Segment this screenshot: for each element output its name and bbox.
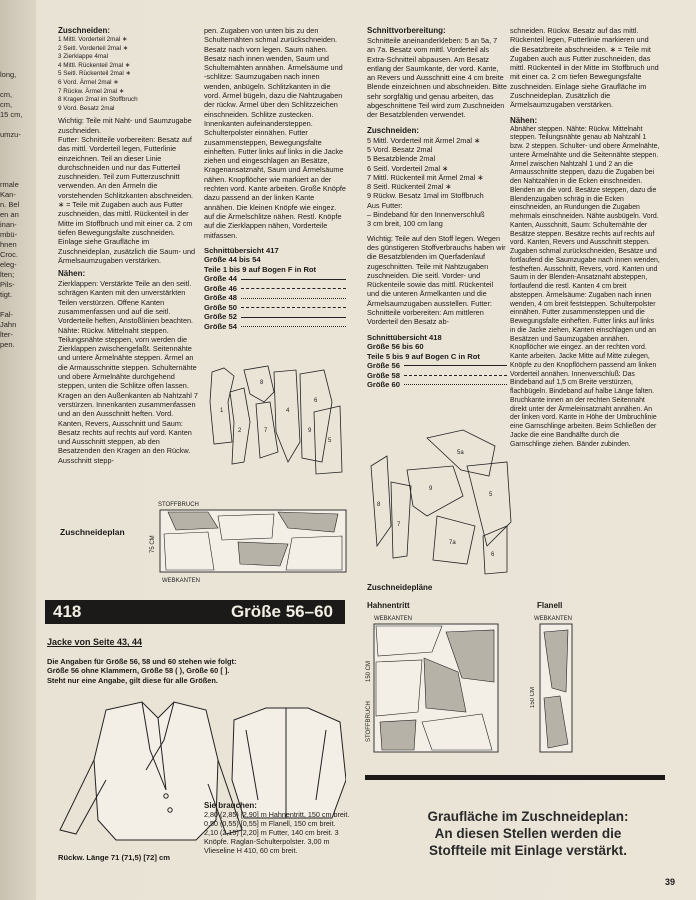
schnitt-417-sizes: Größe 44 bis 54	[204, 255, 261, 265]
height-label-b: 150 CM	[530, 686, 536, 708]
part-item: 6 Vord. Ärmel 2mal ∗	[58, 78, 119, 86]
size-line-style	[404, 384, 507, 385]
schnitt-418-parts: Teile 5 bis 9 auf Bogen C in Rot	[367, 351, 480, 361]
size-label: Größe 50	[204, 302, 237, 312]
svg-text:5: 5	[328, 438, 332, 444]
previous-page-edge	[0, 0, 36, 900]
strip-line: long,	[0, 70, 17, 79]
futter-text: Futter: Schnitteile vorbereiten: Besatz auf das mittl. Vorderteil legen, Futterlinie einzeichnen. Teil an dieser Linie durchschneiden und nur das Futterteil zuschneiden. Teil zum Futterzuschnitt verwenden. An den Ärmeln die vorstehenden Schlitzkanten abschneiden. ∗ = Teile mit Zugaben auch aus Futter zuschneiden, das mittl. Rückenteil in der Mitte im Stoffbruch und mit einer ca. 2 cm tiefen Bewegungsfalte zuschneiden.	[58, 134, 194, 237]
part-item: 5 Seitl. Rückenteil 2mal ∗	[58, 70, 131, 78]
size-note-3: Steht nur eine Angabe, gilt diese für alle Größen.	[47, 675, 218, 685]
svg-text:2: 2	[238, 428, 242, 434]
strip-line: tigt.	[0, 290, 13, 299]
height-label: 75 CM	[150, 535, 156, 553]
size-label: Größe 56	[367, 361, 400, 371]
strip-line	[0, 160, 36, 170]
jacket-section	[47, 637, 347, 685]
strip-line	[0, 60, 36, 70]
stoffbruch-label-a: STOFFBRUCH	[366, 701, 372, 742]
svg-text:7: 7	[397, 522, 401, 528]
materials-heading: Sie brauchen:	[204, 801, 257, 810]
pattern-overview-417	[204, 362, 346, 482]
zuschneiden-418-heading: Zuschneiden:	[367, 125, 420, 135]
naehen-text: Zierklappen: Verstärkte Teile an den seitl. schrägen Kanten mit den unverstärkten Teilen verstürzen. Offene Kanten zusammenfassen und auf die seitl. Vorderteile heften, Anstoßlinien beachten. Nähte: Rückw. Mittelnaht steppen. Teilungsnähte steppen, vorn werden die Zierklappen zwischengefaßt. Seitennähte und untere Ärmelnähte steppen. Ärmel an die Armausschnitte steppen. Schulternähte und obere Ärmelnähte durchgehend steppen, unten die Schlitze offen lassen. Kragen an den Außenkanten ab Nahtzahl 7 verstürzen. Innenkanten zusammenfassen und an den Ausschnitt heften. Vord. Kanten, Revers, Ausschnitt und Saum: Besatz rechts auf rechts auf vord. Kanten und Ausschnitt steppen, ab den Besatzenden den Kragen an den Rückw. Ausschnitt stepp-	[58, 279, 198, 465]
height-label-a: 150 CM	[366, 660, 372, 682]
size-line-style	[241, 288, 346, 289]
wichtig-418: Wichtig: Teile auf den Stoff legen. Wegen des günstigeren Stoffverbrauchs haben wir die Besatzblenden im Querfadenlauf zugeschnitten. Teile mit Nahtzugaben zuschneiden. Die seitl. Vorder- und Rückenteile sowie das mittl. Rückenteil und die unteren Ärmelkanten und die Ärmelsaumzugaben ausstellen. Futter: Schnitteile vorbereiten: Am mittleren Vorderteil den Besatz ab-	[367, 233, 506, 327]
strip-line: cm,	[0, 90, 13, 99]
hahnentritt-label: Hahnentritt	[367, 601, 410, 610]
parts-list-417	[58, 36, 198, 113]
column-1	[58, 26, 198, 465]
strip-line: Croc.	[0, 250, 18, 259]
webkanten-label: WEBKANTEN	[162, 578, 201, 584]
page-number: 39	[665, 877, 676, 887]
svg-text:8: 8	[377, 502, 381, 508]
part-item: 9 Rückw. Besatz 1mal im Stoffbruch	[367, 191, 484, 201]
cutting-layout-flanell	[530, 612, 580, 762]
strip-line: pen.	[0, 340, 15, 349]
strip-line	[0, 30, 36, 40]
strip-line: Kan-	[0, 190, 16, 199]
size-line	[367, 380, 507, 390]
strip-line: rmale	[0, 180, 19, 189]
part-item: Aus Futter:	[367, 200, 403, 210]
size-line-style	[241, 279, 346, 280]
part-item: 8 Seitl. Rückenteil 2mal ∗	[367, 182, 452, 192]
cutting-layout-hahnentritt	[362, 612, 502, 762]
part-item: 3 Zierklappe 4mal	[58, 53, 109, 61]
svg-text:6: 6	[491, 552, 495, 558]
strip-line	[0, 0, 36, 10]
svg-text:5a: 5a	[457, 450, 464, 456]
strip-line: Pils-	[0, 280, 15, 289]
pattern-overview-418	[367, 426, 513, 576]
size-line-style	[241, 317, 346, 318]
interfacing-line-3: Stoffteile mit Einlage verstärkt.	[428, 843, 628, 858]
column-3	[367, 26, 507, 390]
size-line	[204, 322, 346, 332]
size-label: Größe 54	[204, 321, 237, 331]
column-2	[204, 26, 346, 331]
strip-line: lten;	[0, 270, 15, 279]
size-label: Größe 60	[367, 380, 400, 390]
schnitt-417-title: Schnittübersicht 417	[204, 245, 279, 255]
part-item: 2 Seitl. Vorderteil 2mal ∗	[58, 44, 129, 52]
size-label: Größe 44	[204, 274, 237, 284]
size-line	[204, 303, 346, 313]
schnitt-418-title: Schnittübersicht 418	[367, 332, 442, 342]
vorbereitung-heading: Schnittvorbereitung:	[367, 26, 446, 35]
strip-line: mbü-	[0, 230, 18, 239]
size-line	[367, 371, 507, 381]
strip-line	[0, 300, 36, 310]
svg-text:5: 5	[489, 492, 493, 498]
size-label: Größe 48	[204, 293, 237, 303]
part-item: 8 Kragen 2mal im Stoffbruch	[58, 96, 138, 104]
schnitt-418-sizes: Größe 56 bis 60	[367, 342, 424, 352]
size-line	[204, 293, 346, 303]
size-line	[204, 312, 346, 322]
size-line-style	[404, 365, 507, 366]
svg-text:1: 1	[220, 408, 224, 414]
cutting-layout-417	[148, 498, 348, 586]
interfacing-line-2: An diesen Stellen werden die	[434, 826, 622, 841]
separator-bar	[365, 775, 665, 780]
svg-text:6: 6	[314, 398, 318, 404]
size-line-style	[241, 326, 346, 327]
size-line	[367, 361, 507, 371]
model-banner-418	[45, 600, 345, 624]
svg-text:7: 7	[264, 428, 268, 434]
size-legend-418	[367, 361, 507, 390]
plans-418-heading: Zuschneidepläne	[367, 583, 433, 592]
strip-line	[0, 80, 36, 90]
strip-line	[0, 50, 36, 60]
vorbereitung-text: Schnitteile aneinanderkleben: 5 an 5a, 7 an 7a. Besatz vom mittl. Vorderteil als Extra-Schnitteil abpausen. Am Besatz entlang der Saumkante, der vord. Kante, an Revers und Ausschnitt eine 4 cm breite Blende einzeichnen und abschneiden. Bitte sehr sorgfältig und genau arbeiten, das abgeschnittene Teil wird zum Zuschneiden der Besatzblenden verwendet.	[367, 36, 507, 120]
model-number: 418	[53, 602, 82, 621]
naehen-418-text: Abnäher steppen. Nähte: Rückw. Mittelnaht steppen. Teilungsnähte genau ab Nahtzahl 1 bzw. 2 steppen. Schulter- und obere Ärmelnähte, untere Ärmelnähte und die Seitennähte steppen. Ärmel zwischen Nahtzahl 1 und 2 an die Armausschnitte steppen, dazu die Zugaben bei den Nahtzahlen in die Ecken einschneiden. Blenden an die vord. Besätze steppen, dazu die Blendenzugaben schräg in die Ecken einschneiden, an Rundungen die Zugaben mehrmals einschneiden. Nähte ausbügeln. Vord. Kanten, Ausschnitt, Saum: Schulternähte der Besätze steppen. Besätze rechts auf rechts auf vord. Kanten, Revers und Ausschnitt steppen. Zugaben schmal zurückschneiden, Besätze und fortlaufend die Saumzugabe nach innen wenden, festheften. Ausschnitt, Revers, vord. Kanten und Saum in der Blenden-Ansatznaht absteppen, fortlaufend die restl. Kanten 4 cm breit absteppen. Ärmelsäume: Zugaben nach innen wenden, 4 cm breit feststeppen. Schulterpolster einnähen. Futter zusammensteppen und die Bewegungsfalte einheften. Futter links auf links in die Jacke ziehen, Kanten einschlagen und an Besätzen und Saumzugaben annähen. Knopflöcher wie eingez. an der rechten vord. Kante arbeiten. Jacke Mitte auf Mitte zulegen, Knöpfe zu den Knopflöchern passend am linken Vorderteil annähen. Innenverschluß: Das Bindeband auf 1,5 cm Breite verstürzen, flachbügeln. Bindeband auf halbe Länge falten. Bruchkante innen an der rechten Seitennaht direkt unter der Ärmeleinsatznaht annähen. An der linken vord. Kante in Höhe der Umbruchlinie eine Garnschlinge arbeiten. Beim Schließen der Jacke die eine Bandhälfte durch die Garnschlinge ziehen. Bänder zubinden.	[510, 125, 660, 448]
strip-line: umzu-	[0, 130, 21, 139]
size-label: Größe 52	[204, 312, 237, 322]
size-note-2: Größe 56 ohne Klammern, Größe 58 ( ), Größe 60 [ ].	[47, 666, 230, 676]
strip-line: en an	[0, 210, 19, 219]
part-item: 9 Vord. Besatz 2mal	[58, 104, 115, 112]
size-label: Größe 58	[367, 370, 400, 380]
flanell-label: Flanell	[537, 601, 563, 610]
part-item: 7 Rückw. Ärmel 2mal ∗	[58, 87, 125, 95]
strip-line: Fal-	[0, 310, 13, 319]
strip-line: hnen	[0, 240, 17, 249]
parts-list-418	[367, 136, 507, 229]
strip-line: inan-	[0, 220, 17, 229]
size-legend-417	[204, 274, 346, 331]
size-line	[204, 274, 346, 284]
size-range: Größe 56–60	[230, 602, 333, 621]
continued-text: pen. Zugaben von unten bis zu den Schulternähten schmal zurückschneiden. Besatz nach vorn legen. Saum nähen. Besatz nach innen wenden, Saum und Schulternähten annähen. Ärmelsäume und -schlitze: Saumzugaben nach innen wenden, anbügeln. Schlitzkanten in die vord. Ärmel bügeln, dazu die Nahtzugaben der rückw. Ärmel über den Schlitzzeichen einschneiden. Schlitze zustecken. Innenkanten aufeinandersteppen. Schulterpolster einnähen. Futter zusammensteppen, Bewegungsfalte einheften. Futter links auf links in die Jacke ziehen und eingeschlagen an Besätze, Kragenansatznaht, Saum und Ärmelsäume nähen. Knopflöcher wie markiert an der rechten vord. Kante arbeiten. Große Knöpfe dazu passend an der linken Kante annähen. Die kleinen Knöpfe wie eingez. auf die Ärmelschlitze nähen. Restl. Knöpfe auf die Zierklappen nähen, Vorderteile mitfassen.	[204, 26, 346, 240]
svg-text:8: 8	[260, 380, 264, 386]
materials-text: 2,80 (2,85) [2,90] m Hahnentritt, 150 cm breit. 0,50 (0,55) [0,55] m Flanell, 150 cm breit. 2,10 (2,15) [2,20] m Futter, 140 cm breit. 3 Knöpfe. Raglan-Schulterpolster. 3,00 m Vlieseline H 410, 60 cm breit.	[204, 810, 350, 855]
strip-line: n. Bel	[0, 200, 20, 209]
size-label: Größe 46	[204, 283, 237, 293]
strip-line	[0, 170, 36, 180]
col4-top-text: schneiden. Rückw. Besatz auf das mittl. Rückenteil legen, Futterlinie markieren und die Besatzbreite abschneiden. ∗ = Teile mit Zugaben auch aus Futter zuschneiden, das mittl. Rückenteil in der Mitte im Stoffbruch und mit einer ca. 2 cm tiefen Bewegungsfalte zuschneiden. Einlage siehe Graufläche im Zuschneideplan. Zusätzlich die Ärmelsaumzugaben verstärken.	[510, 26, 659, 110]
wichtig-note: Wichtig: Teile mit Naht- und Saumzugabe zuschneiden.	[58, 116, 192, 135]
back-length: Rückw. Länge 71 (71,5) [72] cm	[58, 853, 170, 862]
jacket-title: Jacke von Seite 43, 44	[47, 637, 143, 647]
strip-line: cm,	[0, 100, 13, 109]
strip-line	[0, 120, 36, 130]
strip-line	[0, 20, 36, 30]
part-item: 5 Mittl. Vorderteil mit Ärmel 2mal ∗	[367, 135, 481, 145]
schnitt-417-parts: Teile 1 bis 9 auf Bogen F in Rot	[204, 264, 317, 274]
size-line-style	[241, 298, 346, 299]
strip-line	[0, 40, 36, 50]
part-item: 5 Besatzblende 2mal	[367, 154, 436, 164]
webkanten-label-b: WEBKANTEN	[534, 616, 573, 622]
stoffbruch-label: STOFFBRUCH	[158, 502, 199, 508]
part-item: 7 Mittl. Rückenteil mit Ärmel 2mal ∗	[367, 172, 484, 182]
svg-text:7a: 7a	[449, 540, 456, 546]
size-line-style	[241, 307, 346, 308]
part-item: 4 Mittl. Rückenteil 2mal ∗	[58, 61, 131, 69]
svg-text:4: 4	[286, 408, 290, 414]
column-4	[510, 26, 660, 449]
size-line-style	[404, 375, 507, 376]
size-note-1: Die Angaben für Größe 56, 58 und 60 stehen wie folgt:	[47, 657, 237, 666]
interfacing-note	[393, 808, 663, 859]
part-item: 5 Vord. Besatz 2mal	[367, 144, 433, 154]
strip-line: Jahn	[0, 320, 17, 329]
strip-line	[0, 150, 36, 160]
naehen-418-heading: Nähen:	[510, 115, 538, 125]
zuschneiden-heading: Zuschneiden:	[58, 26, 111, 35]
svg-text:9: 9	[308, 428, 312, 434]
part-item: 6 Seitl. Vorderteil 2mal ∗	[367, 163, 449, 173]
einlage-text: Einlage siehe Graufläche im Zuschneideplan, zusätzlich die Saum- und Ärmelsaumzugaben verstärken.	[58, 237, 196, 265]
part-item: – Bindeband für den Innenverschluß	[367, 210, 485, 220]
part-item: 1 Mittl. Vorderteil 2mal ∗	[58, 36, 128, 43]
strip-line: 15 cm,	[0, 110, 23, 119]
strip-line	[0, 140, 36, 150]
naehen-heading: Nähen:	[58, 269, 86, 279]
interfacing-line-1: Graufläche im Zuschneideplan:	[427, 809, 629, 824]
strip-line: lter-	[0, 330, 13, 339]
zuschneideplan-417-label: Zuschneideplan	[60, 527, 125, 537]
part-item: 3 cm breit, 100 cm lang	[367, 219, 443, 229]
strip-line: eleg-	[0, 260, 17, 269]
materials	[204, 801, 350, 856]
strip-line	[0, 10, 36, 20]
webkanten-label-a: WEBKANTEN	[374, 616, 413, 622]
svg-text:9: 9	[429, 486, 433, 492]
size-line	[204, 284, 346, 294]
